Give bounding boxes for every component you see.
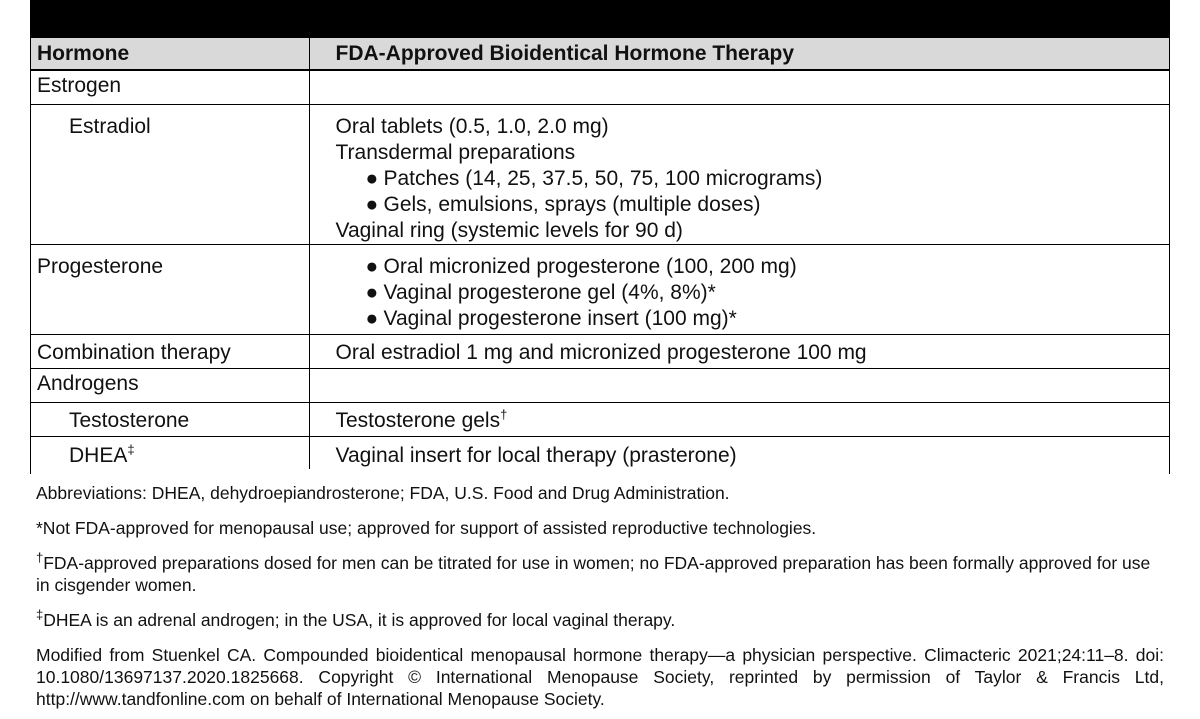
table-row [31, 402, 1169, 436]
row-androgens-hormone: Androgens [31, 368, 309, 402]
table-row [31, 368, 1169, 402]
testosterone-therapy-text: Testosterone gels [335, 408, 501, 432]
row-estrogen-therapy [309, 70, 1169, 104]
progesterone-insert: Vaginal progesterone insert (100 mg)* [383, 306, 737, 330]
estradiol-vaginal-ring: Vaginal ring (systemic levels for 90 d) [335, 218, 683, 242]
table-row [31, 244, 1169, 334]
row-estradiol-therapy [309, 104, 1169, 244]
list-item [336, 192, 1170, 218]
footnote-dagger [36, 552, 1164, 596]
hormone-table-container [30, 38, 1170, 474]
bullet-icon: ● [365, 166, 379, 190]
progesterone-oral: Oral micronized progesterone (100, 200 mg) [383, 254, 797, 278]
row-testosterone-hormone: Testosterone [31, 402, 309, 436]
row-testosterone-therapy [309, 402, 1169, 436]
footnote-source: Modified from Stuenkel CA. Compounded bioidentical menopausal hormone therapy—a physician perspective. Climacteric 2021;24:11–8. doi: 10.1080/13697137.2020.1825668. Copyright © International Menopause Society, reprinted by permission of Taylor & Francis Ltd, http://www.tandfonline.com on behalf of International Menopause Society. [36, 645, 1164, 709]
estradiol-oral-tablets: Oral tablets (0.5, 1.0, 2.0 mg) [335, 114, 609, 138]
row-progesterone-therapy [309, 244, 1169, 334]
dagger-mark: † [500, 406, 508, 422]
bullet-icon: ● [365, 306, 379, 330]
header-hormone: Hormone [31, 38, 309, 70]
table-footnotes [30, 474, 1170, 719]
table-row [31, 104, 1169, 244]
row-combination-hormone: Combination therapy [31, 334, 309, 368]
dhea-hormone-text: DHEA [69, 443, 128, 467]
bullet-icon: ● [365, 192, 379, 216]
table-header-row [31, 38, 1169, 70]
bullet-icon: ● [365, 280, 379, 304]
list-item [336, 254, 1170, 280]
double-dagger-mark: ‡ [36, 607, 44, 623]
row-estrogen-hormone: Estrogen [31, 70, 309, 104]
estradiol-transdermal: Transdermal preparations [335, 140, 576, 164]
footnote-double-dagger [36, 609, 1164, 631]
row-dhea-hormone [31, 436, 309, 469]
footnote-dagger-text: FDA-approved preparations dosed for men can be titrated for use in women; no FDA-approved preparation has been formally approved for use in cisgender women. [36, 553, 1151, 595]
footnote-abbreviations: Abbreviations: DHEA, dehydroepiandrosterone; FDA, U.S. Food and Drug Administration. [36, 483, 730, 503]
list-item [336, 306, 1170, 332]
row-estradiol-hormone: Estradiol [31, 104, 309, 244]
estradiol-patches: Patches (14, 25, 37.5, 50, 75, 100 micrograms) [383, 166, 823, 190]
row-androgens-therapy [309, 368, 1169, 402]
row-dhea-therapy: Vaginal insert for local therapy (prasterone) [309, 436, 1169, 469]
estradiol-gels: Gels, emulsions, sprays (multiple doses) [383, 192, 761, 216]
dagger-mark: † [36, 550, 44, 566]
table-row [31, 334, 1169, 368]
bullet-icon: ● [365, 254, 379, 278]
hormone-therapy-table [31, 38, 1169, 469]
row-combination-therapy: Oral estradiol 1 mg and micronized progesterone 100 mg [309, 334, 1169, 368]
list-item [336, 166, 1170, 192]
progesterone-gel: Vaginal progesterone gel (4%, 8%)* [383, 280, 716, 304]
footnote-double-dagger-text: DHEA is an adrenal androgen; in the USA, it is approved for local vaginal therapy. [43, 610, 676, 630]
table-row [31, 70, 1169, 104]
row-progesterone-hormone: Progesterone [31, 244, 309, 334]
header-therapy: FDA-Approved Bioidentical Hormone Therapy [309, 38, 1169, 70]
double-dagger-mark: ‡ [127, 441, 135, 457]
table-row [31, 436, 1169, 469]
list-item [336, 280, 1170, 306]
footnote-asterisk: *Not FDA-approved for menopausal use; approved for support of assisted reproductive technologies. [36, 518, 817, 538]
table-title-bar [30, 0, 1170, 38]
